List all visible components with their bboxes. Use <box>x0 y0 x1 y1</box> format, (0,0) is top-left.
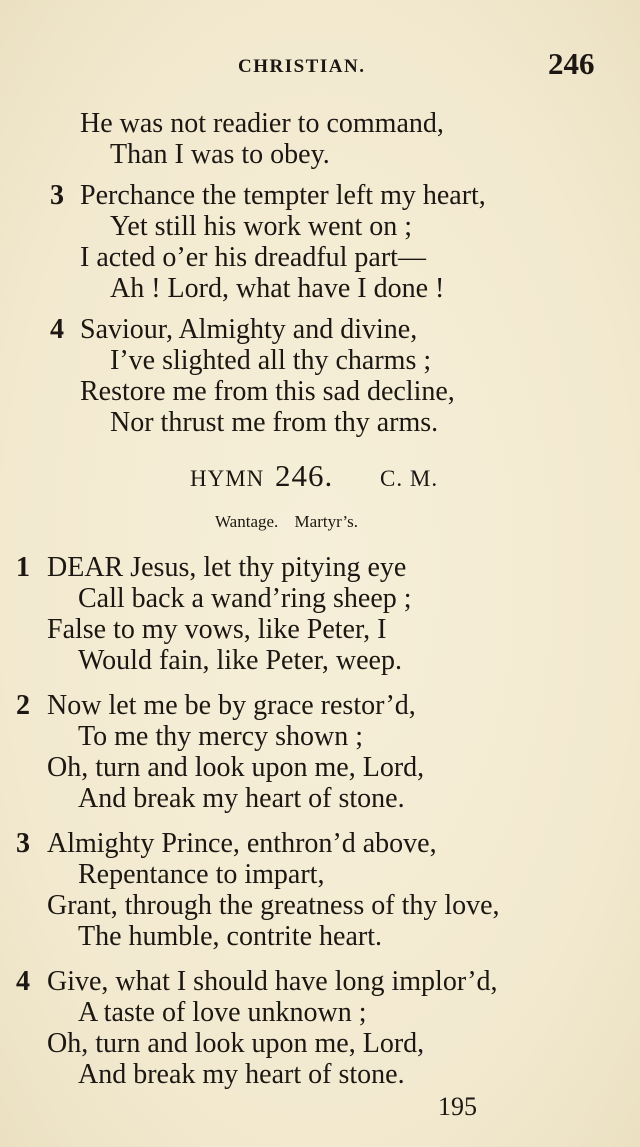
verse-line: Yet still his work went on ; <box>110 211 413 242</box>
verse-line: Oh, turn and look upon me, Lord, <box>47 752 425 783</box>
verse-line: To me thy mercy shown ; <box>78 721 363 752</box>
verse-line: False to my vows, like Peter, I <box>47 614 387 645</box>
verse-line: A taste of love unknown ; <box>78 997 367 1028</box>
verse-line: Saviour, Almighty and divine, <box>80 314 418 345</box>
hymn-number: 246. <box>275 458 334 493</box>
signature-mark: 195 <box>438 1092 477 1121</box>
hymn-label: HYMN <box>190 466 265 491</box>
verse-line: Grant, through the greatness of thy love, <box>47 890 500 921</box>
tune-name: Martyr’s. <box>294 512 358 531</box>
hymn-heading <box>190 458 438 494</box>
verse-line: Oh, turn and look upon me, Lord, <box>47 1028 425 1059</box>
verse-line: Nor thrust me from thy arms. <box>110 407 439 438</box>
verse-number: 3 <box>16 828 30 859</box>
verse-line: Ah ! Lord, what have I done ! <box>110 273 445 304</box>
verse-line: Perchance the tempter left my heart, <box>80 180 486 211</box>
verse-line: Almighty Prince, enthron’d above, <box>47 828 437 859</box>
verse-line: Repentance to impart, <box>78 859 325 890</box>
tune-names <box>215 512 358 532</box>
verse-line: Call back a wand’ring sheep ; <box>78 583 412 614</box>
verse-line: Now let me be by grace restor’d, <box>47 690 416 721</box>
verse-line: Would fain, like Peter, weep. <box>78 645 402 676</box>
page-number: 246 <box>548 46 595 81</box>
verse-line: Give, what I should have long implor’d, <box>47 966 498 997</box>
verse-line: He was not readier to command, <box>80 108 444 139</box>
verse-number: 2 <box>16 690 30 721</box>
verse-line: And break my heart of stone. <box>78 783 405 814</box>
verse-line: I’ve slighted all thy charms ; <box>110 345 432 376</box>
hymn-meter: C. M. <box>380 466 439 491</box>
verse-line: DEAR Jesus, let thy pitying eye <box>47 552 407 583</box>
verse-line: Restore me from this sad decline, <box>80 376 455 407</box>
verse-number: 4 <box>50 314 64 345</box>
verse-number: 3 <box>50 180 64 211</box>
verse-line: I acted o’er his dreadful part— <box>80 242 426 273</box>
verse-line: The humble, contrite heart. <box>78 921 382 952</box>
page-header <box>0 46 640 90</box>
verse-number: 4 <box>16 966 30 997</box>
running-title: CHRISTIAN. <box>238 56 366 77</box>
verse-line: And break my heart of stone. <box>78 1059 405 1090</box>
verse-line: Than I was to obey. <box>110 139 330 170</box>
verse-number: 1 <box>16 552 30 583</box>
tune-name: Wantage. <box>215 512 279 531</box>
